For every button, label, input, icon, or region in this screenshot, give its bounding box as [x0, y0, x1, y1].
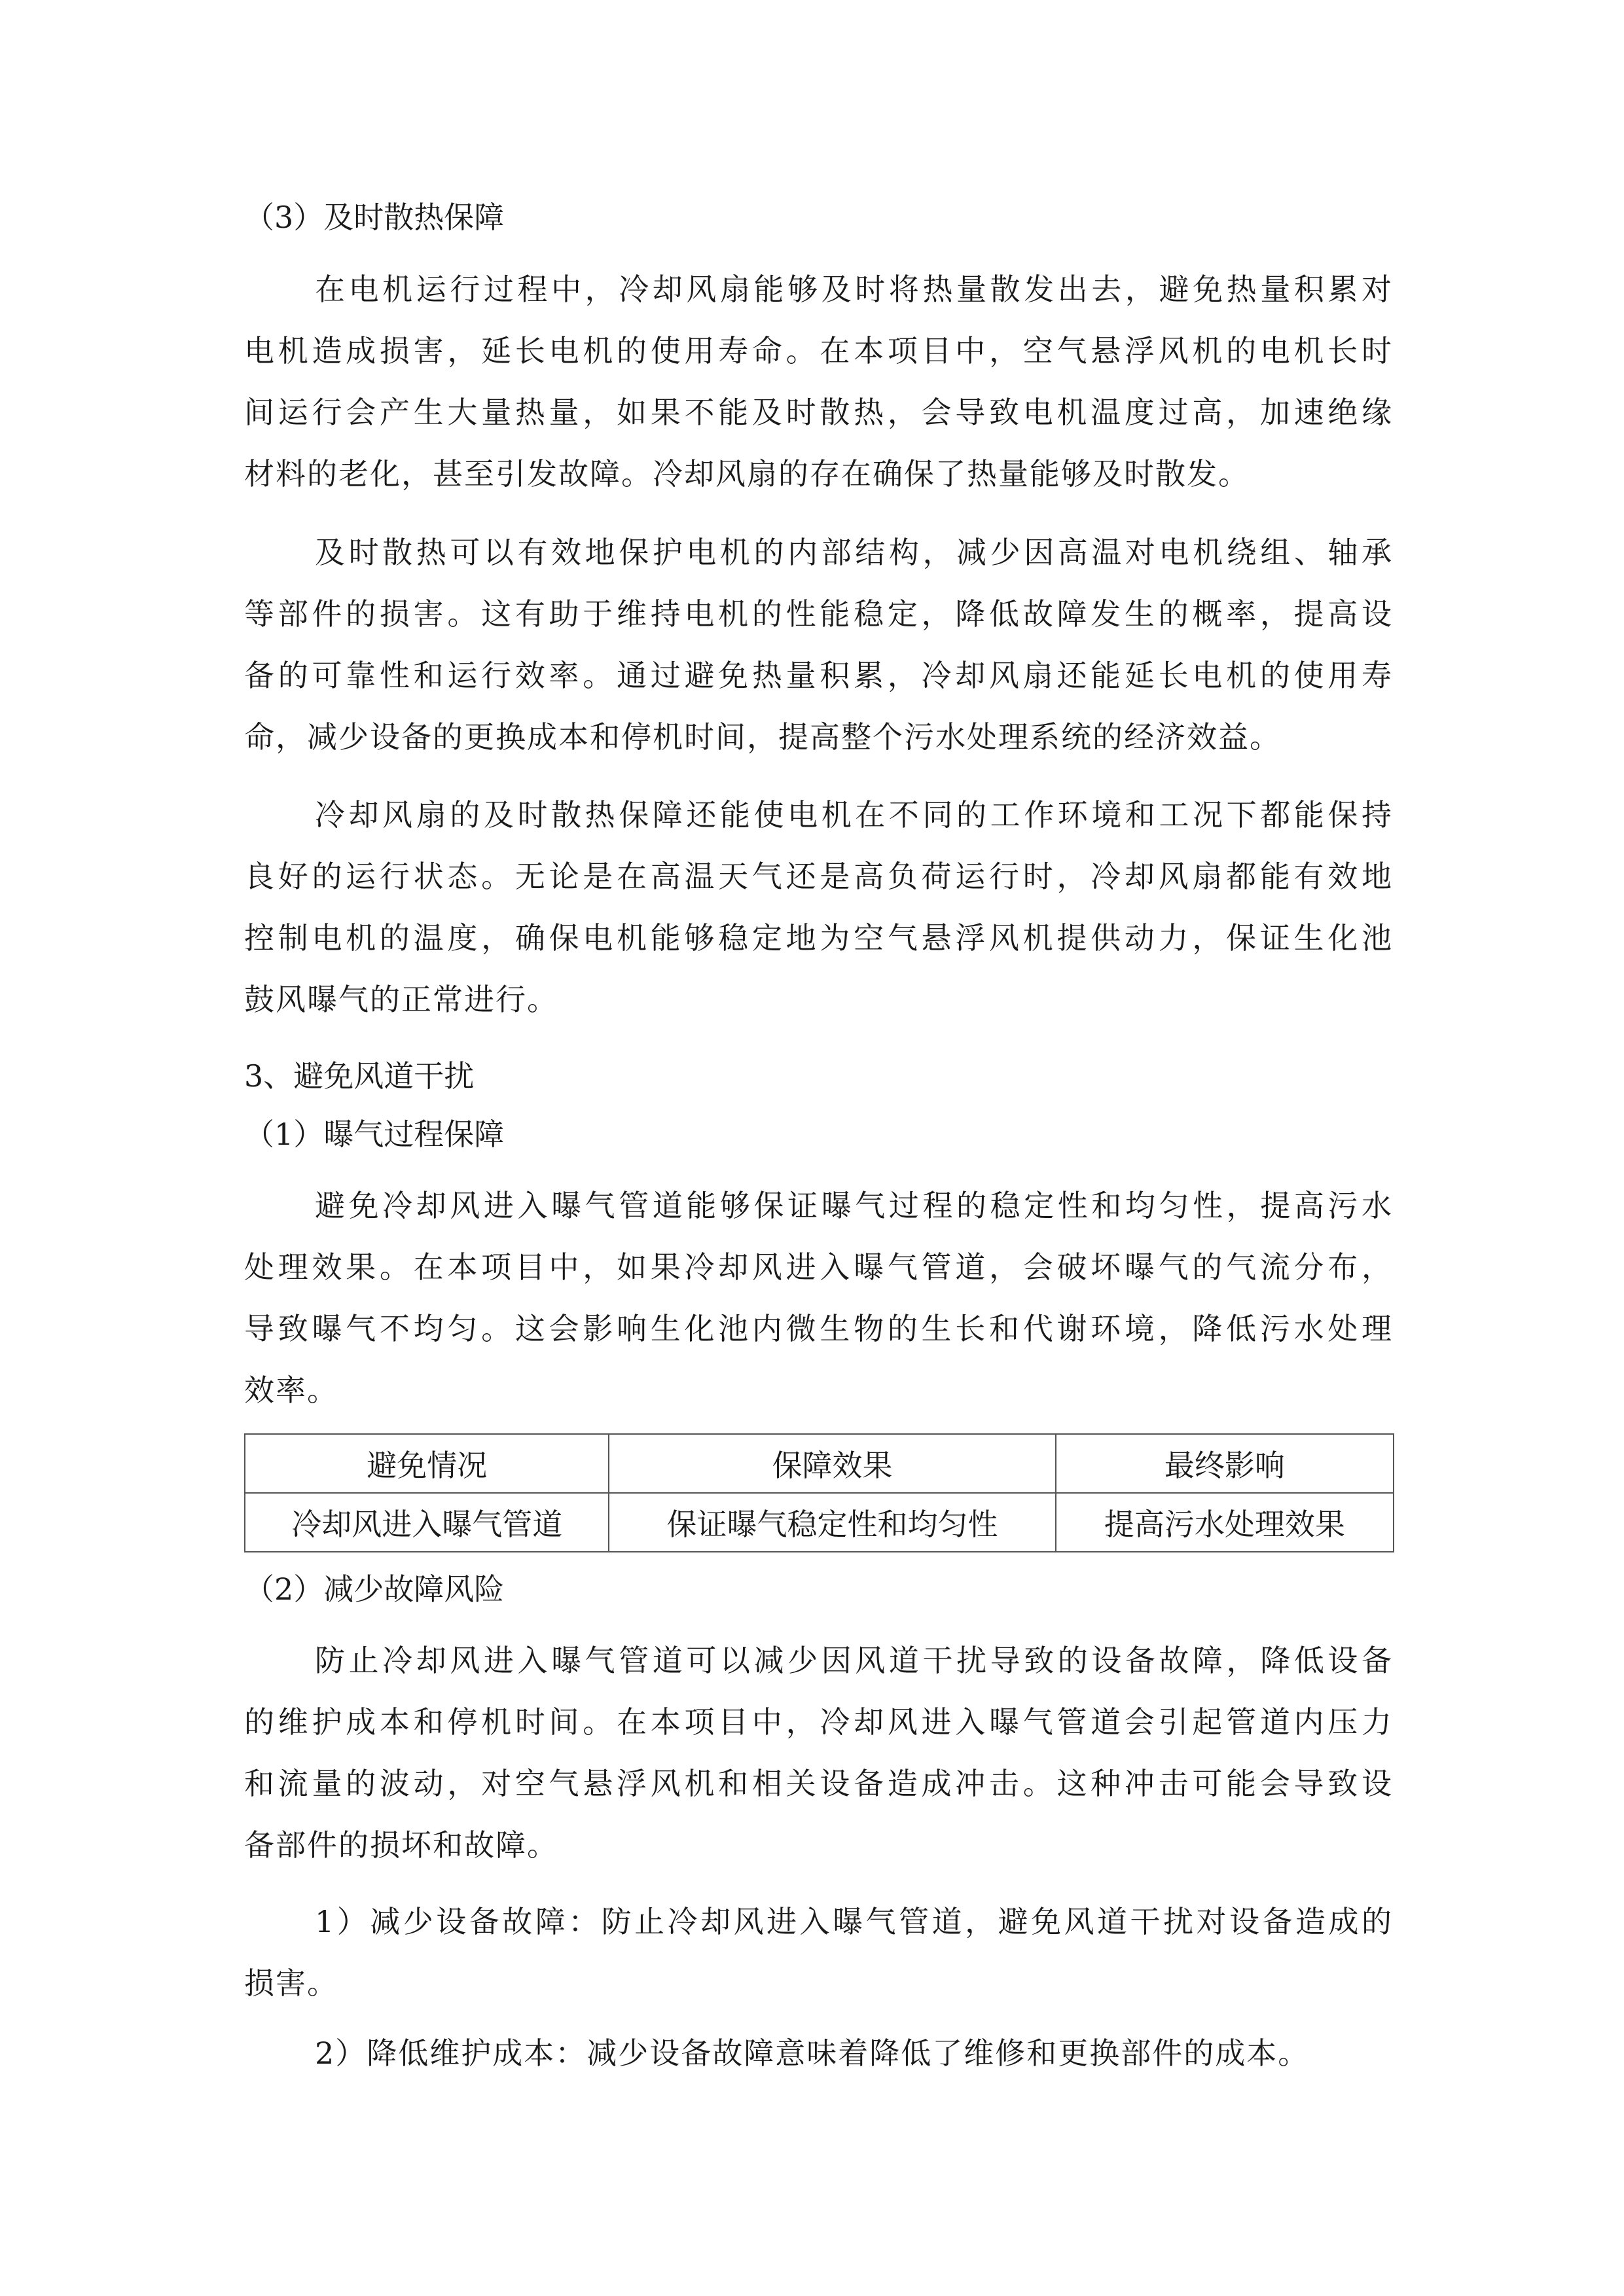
section-heading-3-3: （3）及时散热保障	[244, 200, 505, 235]
paragraph-line: 处理效果。在本项目中，如果冷却风进入曝气管道，会破坏曝气的气流分布，	[244, 1249, 1393, 1285]
table-header-row	[245, 1434, 1394, 1493]
paragraph-line: 冷却风扇的及时散热保障还能使电机在不同的工作环境和工况下都能保持	[315, 797, 1393, 833]
table-cell: 冷却风进入曝气管道	[245, 1493, 609, 1552]
paragraph-line: 命，减少设备的更换成本和停机时间，提高整个污水处理系统的经济效益。	[244, 719, 1281, 755]
paragraph-fault-risk	[244, 1630, 1393, 1876]
section-heading-3-2: （2）减少故障风险	[244, 1571, 505, 1607]
paragraph-line: 材料的老化，甚至引发故障。冷却风扇的存在确保了热量能够及时散发。	[244, 456, 1250, 492]
paragraph-heat-dissipation-1	[244, 259, 1393, 505]
paragraph-line: 及时散热可以有效地保护电机的内部结构，减少因高温对电机绕组、轴承	[315, 535, 1393, 570]
effect-table	[244, 1433, 1394, 1552]
table-row	[245, 1493, 1394, 1552]
paragraph-line: 鼓风曝气的正常进行。	[244, 982, 558, 1017]
list-item-reduce-faults	[244, 1891, 1393, 2014]
table-header-cell: 避免情况	[245, 1434, 609, 1493]
paragraph-heat-dissipation-3	[244, 784, 1393, 1030]
paragraph-line: 1）减少设备故障：防止冷却风进入曝气管道，避免风道干扰对设备造成的	[315, 1904, 1393, 1939]
paragraph-line: 电机造成损害，延长电机的使用寿命。在本项目中，空气悬浮风机的电机长时	[244, 333, 1393, 368]
paragraph-line: 避免冷却风进入曝气管道能够保证曝气过程的稳定性和均匀性，提高污水	[315, 1188, 1393, 1223]
paragraph-line: 良好的运行状态。无论是在高温天气还是高负荷运行时，冷却风扇都能有效地	[244, 859, 1393, 894]
paragraph-line: 等部件的损害。这有助于维持电机的性能稳定，降低故障发生的概率，提高设	[244, 596, 1393, 632]
paragraph-line: 的维护成本和停机时间。在本项目中，冷却风进入曝气管道会引起管道内压力	[244, 1704, 1393, 1740]
paragraph-line: 导致曝气不均匀。这会影响生化池内微生物的生长和代谢环境，降低污水处理	[244, 1311, 1393, 1346]
section-heading-3-1: （1）曝气过程保障	[244, 1117, 505, 1152]
paragraph-line: 控制电机的温度，确保电机能够稳定地为空气悬浮风机提供动力，保证生化池	[244, 920, 1393, 956]
paragraph-aeration	[244, 1175, 1393, 1421]
paragraph-line: 和流量的波动，对空气悬浮风机和相关设备造成冲击。这种冲击可能会导致设	[244, 1766, 1393, 1801]
paragraph-line: 效率。	[244, 1372, 338, 1408]
list-item-reduce-cost	[244, 2022, 1393, 2084]
paragraph-line: 备的可靠性和运行效率。通过避免热量积累，冷却风扇还能延长电机的使用寿	[244, 658, 1393, 693]
section-heading-3: 3、避免风道干扰	[244, 1058, 475, 1094]
table-header-cell: 最终影响	[1056, 1434, 1394, 1493]
table-cell: 提高污水处理效果	[1056, 1493, 1394, 1552]
table-header-cell: 保障效果	[609, 1434, 1055, 1493]
paragraph-heat-dissipation-2	[244, 522, 1393, 768]
paragraph-line: 损害。	[244, 1965, 338, 2001]
paragraph-line: 备部件的损坏和故障。	[244, 1827, 558, 1863]
paragraph-line: 2）降低维护成本：减少设备故障意味着降低了维修和更换部件的成本。	[315, 2036, 1310, 2071]
table-cell: 保证曝气稳定性和均匀性	[609, 1493, 1055, 1552]
paragraph-line: 间运行会产生大量热量，如果不能及时散热，会导致电机温度过高，加速绝缘	[244, 395, 1393, 430]
paragraph-line: 在电机运行过程中，冷却风扇能够及时将热量散发出去，避免热量积累对	[315, 272, 1393, 307]
paragraph-line: 防止冷却风进入曝气管道可以减少因风道干扰导致的设备故障，降低设备	[315, 1643, 1393, 1678]
